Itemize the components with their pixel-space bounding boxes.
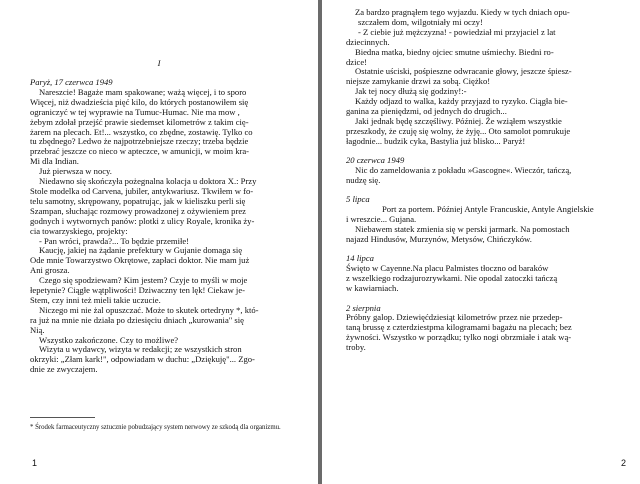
text-line: Jaki jednak będę szczęśliwy. Później. Że wziąłem wszystkie <box>355 115 562 126</box>
right-page <box>322 0 640 484</box>
text-line: Za bardzo pragnąłem tego wyjazdu. Kiedy w tych dniach opu- <box>355 7 570 17</box>
text-line: Święto w Cayenne.Na placu Palmistes tłoczno od baraków <box>346 263 549 274</box>
text-line: łepetynie? Ciągłe wątpliwości! Dziwaczny ten lęk! Ciekaw je- <box>30 285 245 296</box>
text-line: dzice! <box>346 56 367 67</box>
text-line: okrzyki: „Złam kark!", odpowiadam w duchu: „Dziękuję"... Zgo- <box>30 354 255 365</box>
text-line: szczałem dom, wilgotniały mi oczy! <box>358 16 483 27</box>
text-line: Biedna matka, biedny ojciec smutne uśmiechy. Biedni ro- <box>355 46 554 57</box>
text-line: żarem na plecach. Et!... wszystko, co zbędne, zostawię. Tylko co <box>30 126 253 137</box>
text-line: łagodnie... budzik cyka, Bastylia już blisko... Paryż! <box>346 135 526 146</box>
page-number-right: 2 <box>621 458 627 468</box>
right-page-text <box>346 8 620 353</box>
text-line: dziecinnych. <box>346 36 390 47</box>
text-line: dnie ze zwyczajem. <box>30 364 98 375</box>
footnote: * Środek farmaceutyczny sztucznie pobudzający system nerwowy ze szkodą dla organizmu. <box>30 424 281 431</box>
text-line: Niczego mi nie żal opuszczać. Może to skutek ortedryny *, któ- <box>39 304 259 315</box>
text-line: Ostatnie uściski, pośpieszne odwracanie głowy, jeszcze śpiesz- <box>355 66 572 77</box>
entry-spacer <box>346 186 620 196</box>
entry-date-heading: 5 lipca <box>346 194 370 205</box>
entry-date-heading: 14 lipca <box>346 253 374 264</box>
text-line: Jak tej nocy dłużą się godziny!:- <box>355 86 467 97</box>
entry-spacer <box>346 245 620 255</box>
text-line: Nią. <box>30 324 45 335</box>
footnote-divider <box>30 417 95 418</box>
text-line: Port za portem. Później Antyle Francuskie, Antyle Angielskie <box>382 204 594 215</box>
text-line: Nareszcie! Bagaże mam spakowane; ważą więcej, i to sporo <box>39 86 247 97</box>
text-line: Już pierwsza w nocy. <box>39 166 112 177</box>
text-line: cia towarzyskiego, projekty: <box>30 225 128 236</box>
text-line: ganina za pieniędzmi, od jednych do drugich... <box>346 106 507 117</box>
text-line: ra już na mnie nie działa po dziesięciu dniach „kurowania" się <box>30 314 244 325</box>
text-line: Stem, czy inni też mieli takie uczucie. <box>30 294 161 305</box>
page-number-left: 1 <box>32 458 38 468</box>
text-line: tu zbędnego? Ledwo że najpotrzebniejsze rzeczy; trzeba będzie <box>30 136 249 147</box>
text-line: Każdy odjazd to walka, każdy przyjazd to ryzyko. Ciągła bie- <box>355 96 568 107</box>
entry-date-heading: 20 czerwca 1949 <box>346 155 405 166</box>
text-line: przebrać jeszcze co nieco w apteczce, w amunicji, w moim kra- <box>30 146 250 157</box>
entry-date-heading: 2 sierpnia <box>346 302 381 313</box>
text-line: żywności. Wszystko w porządku; tylko nogi obrzmiałe i atak wą- <box>346 332 572 343</box>
text-line: Więcej, niż dwadzieścia pięć kilo, do których postanowiłem się <box>30 96 249 107</box>
text-line: Czego się spodziewam? Kim jestem? Czyje to myśli w moje <box>39 275 248 286</box>
text-line: Szampan, słuchając rozmowy prowadzonej z ożywieniem prez <box>30 205 246 216</box>
text-line: nudzę się. <box>346 175 381 185</box>
text-line: troby. <box>346 342 366 353</box>
text-line: Mi dla Indian. <box>30 156 79 167</box>
text-line: w kawiarniach. <box>346 283 399 294</box>
text-line: przeszkody, że czuję się wolny, że żyję... Oto samolot pomrukuje <box>346 125 571 136</box>
text-line: najazd Hindusów, Murzynów, Metysów, Chińczyków. <box>346 234 532 245</box>
text-line: - Z ciebie już mężczyzna! - powiedział mi przyjaciel z lat <box>358 26 556 37</box>
text-line: Nic do zameldowania z pokładu »Gascogne«. Wieczór, tańczą, <box>355 165 572 176</box>
left-page <box>0 0 318 484</box>
text-line: i wreszcie... Gujana. <box>346 214 417 225</box>
text-line: Wizyta u wydawcy, wizyta w redakcji; ze wszystkich stron <box>39 344 242 355</box>
text-line: - Pan wróci, prawda?... To będzie przemiłe! <box>39 235 190 246</box>
text-line: Ani grosza. <box>30 265 70 276</box>
chapter-number: I <box>157 58 161 68</box>
text-line: z wszelkiego rodzajurozrywkami. Nie opodal zatoczki tańczą <box>346 273 558 284</box>
text-line: Wszystko zakończone. Czy to możliwe? <box>39 334 179 345</box>
text-line: ograniczyć w tej wyprawie na Tumuc-Humac. Nie ma mow , <box>30 106 240 117</box>
text-line: taną brussę z czterdziestpma kilogramami bagażu na plecach; bez <box>346 322 572 333</box>
text-line: Próbny galop. Dziewięćdziesiąt kilometrów przez nie przedep- <box>346 312 563 323</box>
entry-date-heading: Paryż, 17 czerwca 1949 <box>30 77 113 87</box>
text-line: godnych i wytwornych panów: plotki z ulicy Royale, kronika ży- <box>30 215 255 226</box>
text-line: Kaucję, jakiej na żądanie prefektury w Gujanie domaga się <box>39 245 243 256</box>
text-line: Ode mnie Towarzystwo Okrętowe, zapłaci doktor. Nie mam już <box>30 255 250 266</box>
left-page-text <box>30 78 292 375</box>
text-line: Niedawno się skończyła pożegnalna kolacja u doktora X.: Przy <box>39 176 257 187</box>
text-line: telu samotny, skrępowany, popatrując, jak w kieliszku perli się <box>30 195 246 206</box>
text-line: Stole modelka od Carvena, jubiler, antykwariusz. Tkwiłem w fo- <box>30 185 254 196</box>
text-line: żebym zdołał przejść prawie siedemset kilometrów z takim cię- <box>30 116 249 127</box>
text-line: Niebawem statek zmienia się w perski jarmark. Na pomostach <box>355 224 570 235</box>
text-line: niejsze zamykanie drzwi za sobą. Ciężko! <box>346 76 491 87</box>
entry-spacer <box>346 294 620 304</box>
